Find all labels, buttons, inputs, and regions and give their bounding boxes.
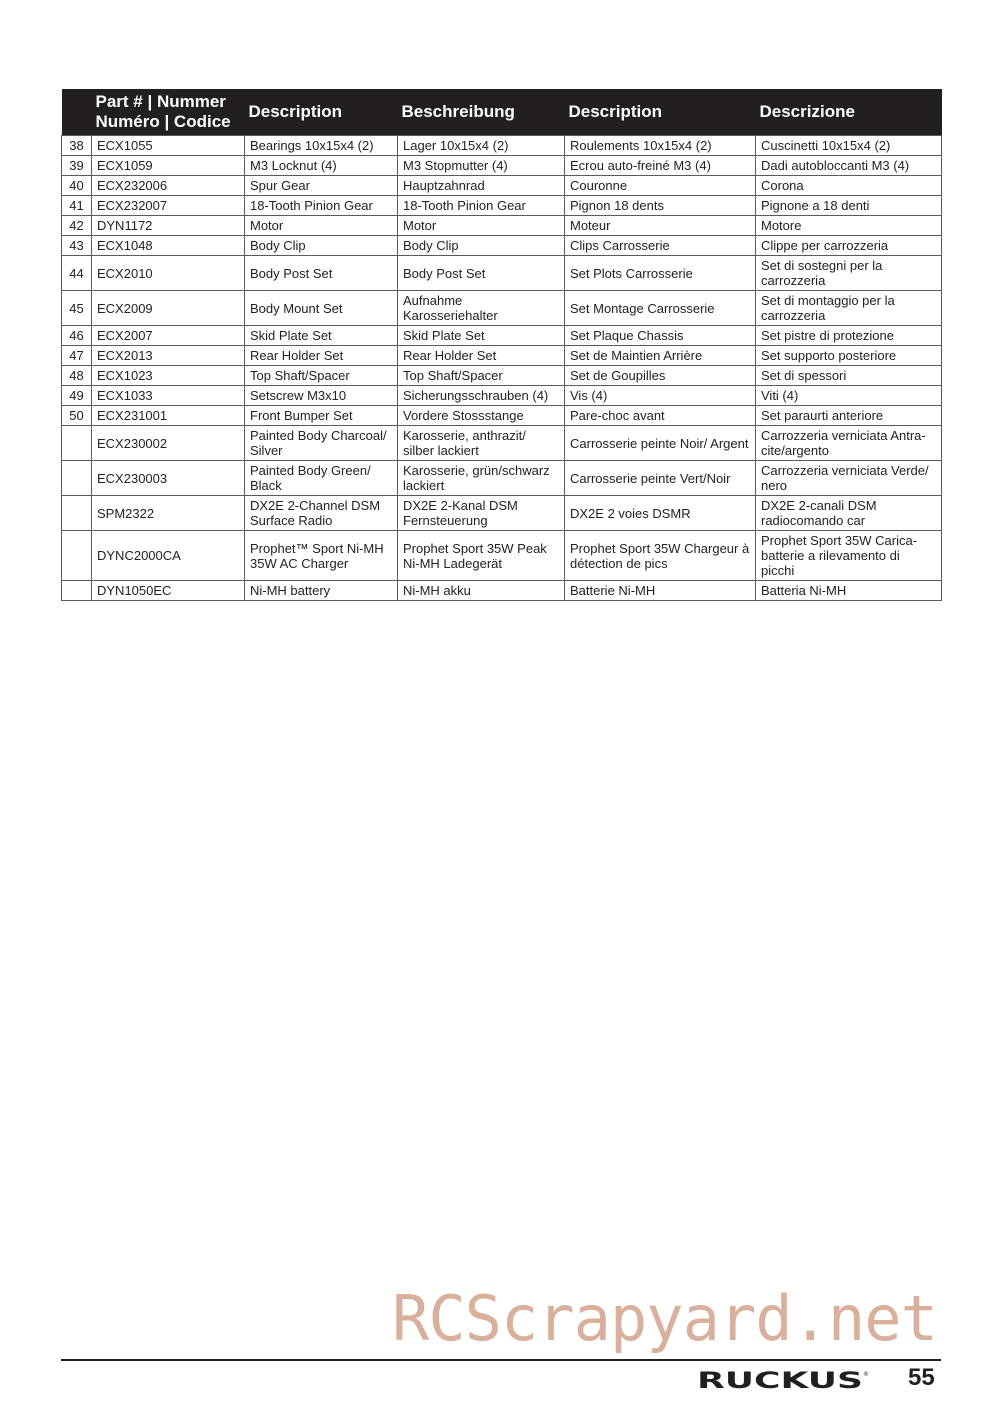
description-it: Corona [756, 176, 942, 196]
description-de: Ni-MH akku [398, 581, 565, 601]
table-row [62, 386, 942, 406]
description-de: Rear Holder Set [398, 346, 565, 366]
description-de: Skid Plate Set [398, 326, 565, 346]
table-row [62, 581, 942, 601]
description-en: Bearings 10x15x4 (2) [245, 136, 398, 156]
part-number: ECX2013 [92, 346, 245, 366]
description-fr: Carrosserie peinte Noir/ Argent [565, 426, 756, 461]
row-number: 46 [62, 326, 92, 346]
table-row [62, 216, 942, 236]
description-it: DX2E 2-canali DSM radiocomando car [756, 496, 942, 531]
description-it: Set di montaggio per la carrozzeria [756, 291, 942, 326]
part-number: ECX1033 [92, 386, 245, 406]
part-number: DYN1050EC [92, 581, 245, 601]
description-en: Motor [245, 216, 398, 236]
description-fr: Set Plaque Chassis [565, 326, 756, 346]
description-de: Top Shaft/Spacer [398, 366, 565, 386]
description-en: Ni-MH battery [245, 581, 398, 601]
description-fr: Moteur [565, 216, 756, 236]
description-en: Spur Gear [245, 176, 398, 196]
description-it: Cuscinetti 10x15x4 (2) [756, 136, 942, 156]
part-number: DYNC2000CA [92, 531, 245, 581]
table-row [62, 136, 942, 156]
description-it: Clippe per carrozzeria [756, 236, 942, 256]
description-en: 18-Tooth Pinion Gear [245, 196, 398, 216]
description-fr: Carrosserie peinte Vert/Noir [565, 461, 756, 496]
description-fr: DX2E 2 voies DSMR [565, 496, 756, 531]
row-number [62, 531, 92, 581]
description-fr: Set de Goupilles [565, 366, 756, 386]
page-number: 55 [908, 1364, 935, 1391]
table-row [62, 496, 942, 531]
header-number [62, 89, 92, 136]
watermark: RCScrapyard.net [392, 1282, 937, 1355]
description-fr: Roulements 10x15x4 (2) [565, 136, 756, 156]
description-en: Front Bumper Set [245, 406, 398, 426]
description-de: Hauptzahnrad [398, 176, 565, 196]
description-de: 18-Tooth Pinion Gear [398, 196, 565, 216]
row-number: 45 [62, 291, 92, 326]
row-number: 47 [62, 346, 92, 366]
description-fr: Ecrou auto-freiné M3 (4) [565, 156, 756, 176]
part-number: DYN1172 [92, 216, 245, 236]
description-fr: Clips Carrosserie [565, 236, 756, 256]
part-number: ECX1059 [92, 156, 245, 176]
description-it: Viti (4) [756, 386, 942, 406]
table-row [62, 406, 942, 426]
table-row [62, 426, 942, 461]
row-number [62, 496, 92, 531]
description-it: Batteria Ni-MH [756, 581, 942, 601]
part-number: ECX230003 [92, 461, 245, 496]
part-number: ECX2009 [92, 291, 245, 326]
header-description-en: Description [245, 89, 398, 136]
table-row [62, 156, 942, 176]
row-number: 49 [62, 386, 92, 406]
description-en: M3 Locknut (4) [245, 156, 398, 176]
part-number: ECX231001 [92, 406, 245, 426]
ruckus-logo [697, 1369, 869, 1391]
table-row [62, 256, 942, 291]
description-it: Set pistre di protezione [756, 326, 942, 346]
part-number: ECX232007 [92, 196, 245, 216]
table-row [62, 176, 942, 196]
row-number [62, 461, 92, 496]
row-number: 39 [62, 156, 92, 176]
description-it: Dadi autobloccanti M3 (4) [756, 156, 942, 176]
description-de: Prophet Sport 35W Peak Ni-MH Ladegerät [398, 531, 565, 581]
description-en: Top Shaft/Spacer [245, 366, 398, 386]
description-de: Karosserie, grün/schwarz lackiert [398, 461, 565, 496]
header-description-it: Descrizione [756, 89, 942, 136]
description-it: Carrozzeria verniciata Antra-cite/argento [756, 426, 942, 461]
description-de: Body Clip [398, 236, 565, 256]
description-de: Vordere Stossstange [398, 406, 565, 426]
description-en: Painted Body Green/ Black [245, 461, 398, 496]
table-row [62, 291, 942, 326]
description-de: Karosserie, anthrazit/ silber lackiert [398, 426, 565, 461]
description-it: Set di spessori [756, 366, 942, 386]
description-fr: Couronne [565, 176, 756, 196]
table-row [62, 346, 942, 366]
table-header-row [62, 89, 942, 136]
part-number: ECX230002 [92, 426, 245, 461]
part-number: ECX1023 [92, 366, 245, 386]
header-part-number: Part # | Nummer Numéro | Codice [92, 89, 245, 136]
description-fr: Set Plots Carrosserie [565, 256, 756, 291]
description-it: Pignone a 18 denti [756, 196, 942, 216]
description-it: Set di sostegni per la carrozzeria [756, 256, 942, 291]
description-de: M3 Stopmutter (4) [398, 156, 565, 176]
description-fr: Set Montage Carrosserie [565, 291, 756, 326]
row-number [62, 581, 92, 601]
description-fr: Prophet Sport 35W Chargeur à détection de pics [565, 531, 756, 581]
description-en: Skid Plate Set [245, 326, 398, 346]
description-it: Set supporto posteriore [756, 346, 942, 366]
row-number [62, 426, 92, 461]
description-en: Body Mount Set [245, 291, 398, 326]
parts-table [61, 89, 942, 601]
table-row [62, 531, 942, 581]
header-description-de: Beschreibung [398, 89, 565, 136]
table-row [62, 326, 942, 346]
row-number: 41 [62, 196, 92, 216]
description-de: Aufnahme Karosseriehalter [398, 291, 565, 326]
row-number: 40 [62, 176, 92, 196]
row-number: 48 [62, 366, 92, 386]
part-number: ECX1048 [92, 236, 245, 256]
row-number: 38 [62, 136, 92, 156]
table-body [62, 136, 942, 601]
description-en: Rear Holder Set [245, 346, 398, 366]
description-en: Prophet™ Sport Ni-MH 35W AC Charger [245, 531, 398, 581]
description-en: Body Clip [245, 236, 398, 256]
part-number: ECX2007 [92, 326, 245, 346]
part-number: ECX232006 [92, 176, 245, 196]
description-fr: Pare-choc avant [565, 406, 756, 426]
description-de: Lager 10x15x4 (2) [398, 136, 565, 156]
table-row [62, 461, 942, 496]
description-de: Sicherungsschrauben (4) [398, 386, 565, 406]
description-en: Setscrew M3x10 [245, 386, 398, 406]
table-row [62, 196, 942, 216]
table-row [62, 236, 942, 256]
row-number: 42 [62, 216, 92, 236]
part-number: SPM2322 [92, 496, 245, 531]
row-number: 50 [62, 406, 92, 426]
description-en: Painted Body Charcoal/ Silver [245, 426, 398, 461]
description-en: DX2E 2-Channel DSM Surface Radio [245, 496, 398, 531]
header-description-fr: Description [565, 89, 756, 136]
part-number: ECX1055 [92, 136, 245, 156]
description-fr: Vis (4) [565, 386, 756, 406]
description-fr: Batterie Ni-MH [565, 581, 756, 601]
description-fr: Pignon 18 dents [565, 196, 756, 216]
description-it: Set paraurti anteriore [756, 406, 942, 426]
svg-text:®: ® [863, 1371, 869, 1378]
description-fr: Set de Maintien Arrière [565, 346, 756, 366]
footer-divider [61, 1359, 941, 1361]
description-it: Motore [756, 216, 942, 236]
description-de: Motor [398, 216, 565, 236]
row-number: 43 [62, 236, 92, 256]
part-number: ECX2010 [92, 256, 245, 291]
description-de: DX2E 2-Kanal DSM Fernsteuerung [398, 496, 565, 531]
table-row [62, 366, 942, 386]
row-number: 44 [62, 256, 92, 291]
description-en: Body Post Set [245, 256, 398, 291]
description-it: Carrozzeria verniciata Verde/ nero [756, 461, 942, 496]
brand-text: RUCKUS [697, 1369, 863, 1391]
description-de: Body Post Set [398, 256, 565, 291]
description-it: Prophet Sport 35W Carica-batterie a rilevamento di picchi [756, 531, 942, 581]
